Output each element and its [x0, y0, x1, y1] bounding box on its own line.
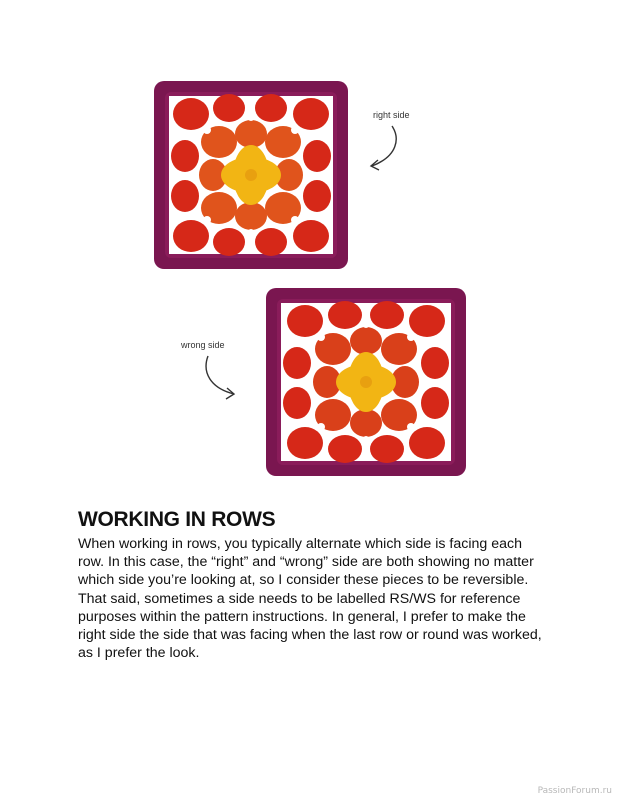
wrong-side-label: wrong side: [181, 340, 225, 350]
curved-arrow-icon: [198, 352, 240, 404]
wrong-side-granny-square-image: [262, 285, 470, 479]
section-body-paragraph: When working in rows, you typically alternate which side is facing each row. In this case, the “right” and “wrong” side are both showing no matter which side you’re looking at, so I consider these pieces to be reversible. That said, sometimes a side needs to be labelled RS/WS for reference purposes within the pattern instructions. In general, I prefer to make the right side the side that was facing when the last row or round was worked, as I prefer the look.: [78, 536, 542, 662]
right-side-label: right side: [373, 110, 410, 120]
section-heading: WORKING IN ROWS: [78, 508, 276, 531]
watermark-text: PassionForum.ru: [537, 786, 612, 796]
curved-arrow-icon: [362, 122, 404, 174]
right-side-granny-square-image: [150, 78, 352, 272]
